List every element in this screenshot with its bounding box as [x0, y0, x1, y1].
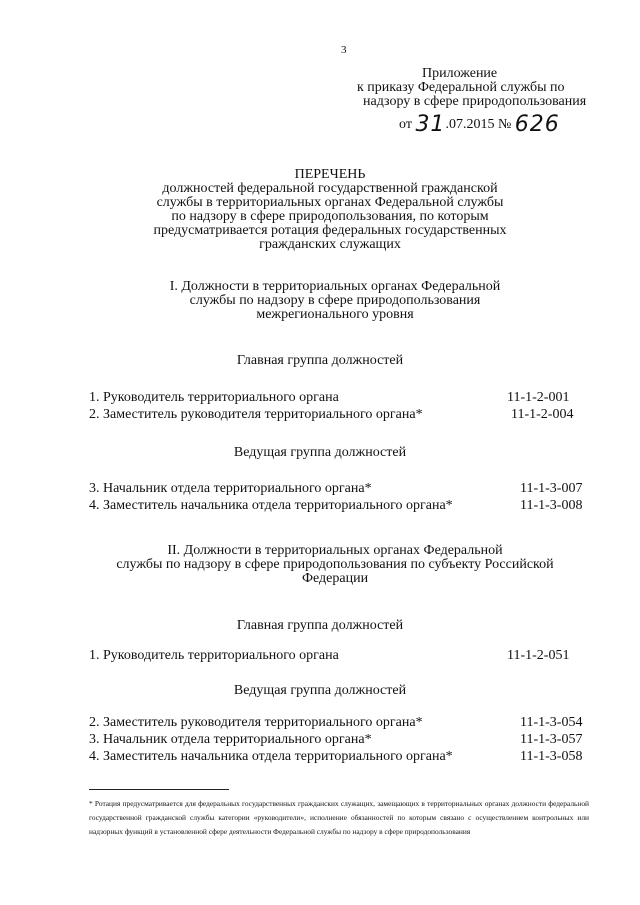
- position-name: 2. Заместитель руководителя территориального органа*: [89, 407, 423, 422]
- list-description-line: должностей федеральной государственной гражданской: [162, 181, 498, 196]
- section-title-line: службы по надзору в сфере природопользования: [189, 293, 481, 308]
- section-title: [105, 280, 565, 322]
- position-row: [89, 407, 589, 423]
- position-row: [89, 715, 589, 731]
- list-description-line: по надзору в сфере природопользования, по которым: [171, 209, 489, 224]
- page-number: 3: [341, 44, 347, 56]
- position-name: 3. Начальник отдела территориального органа*: [89, 732, 372, 747]
- position-name: 4. Заместитель начальника отдела территориального органа*: [89, 498, 453, 513]
- order-reference: [399, 112, 560, 137]
- position-row: [89, 648, 589, 664]
- footnote: * Ротация предусматривается для федеральных государственных гражданских служащих, замещающих в территориальных органах должности федеральной государственной гражданской службы категории «руководители», исполнение обязанностей по которым связано с осуществлением контрольных или надзорных функций в установленной сфере деятельности Федеральной службы по надзору в сфере природопользования: [89, 799, 589, 836]
- section-title-line: II. Должности в территориальных органах Федеральной: [167, 543, 503, 558]
- appendix-title: Приложение: [422, 66, 498, 81]
- position-row: [89, 498, 589, 514]
- position-name: 1. Руководитель территориального органа: [89, 648, 339, 663]
- order-date: .07.2015 №: [445, 117, 512, 132]
- section-title-line: I. Должности в территориальных органах Федеральной: [169, 279, 501, 294]
- group-heading: Главная группа должностей: [236, 618, 404, 633]
- position-name: 2. Заместитель руководителя территориального органа*: [89, 715, 423, 730]
- position-row: [89, 749, 589, 765]
- position-row: [89, 390, 589, 406]
- section-title: [105, 544, 565, 586]
- list-description: [120, 182, 540, 252]
- position-code: 11-1-2-004: [511, 407, 574, 422]
- section-title-line: службы по надзору в сфере природопользования по субъекту Российской: [116, 557, 554, 572]
- list-title: [120, 168, 540, 182]
- list-description-line: службы в территориальных органах Федеральной службы: [156, 195, 504, 210]
- group-heading: Главная группа должностей: [236, 353, 404, 368]
- list-description-line: предусматривается ротация федеральных государственных: [153, 223, 507, 238]
- section-title-line: Федерации: [301, 571, 369, 586]
- list-heading: ПЕРЕЧЕНЬ: [294, 167, 366, 182]
- position-code: 11-1-3-057: [520, 732, 583, 747]
- position-code: 11-1-3-008: [520, 498, 583, 513]
- group-heading: Ведущая группа должностей: [233, 445, 407, 460]
- list-description-line: гражданских служащих: [259, 237, 401, 252]
- section-title-line: межрегионального уровня: [256, 307, 414, 322]
- position-code: 11-1-2-051: [507, 648, 570, 663]
- order-day-handwritten: 31: [415, 112, 446, 137]
- group-heading: Ведущая группа должностей: [233, 683, 407, 698]
- position-row: [89, 732, 589, 748]
- position-name: 4. Заместитель начальника отдела территориального органа*: [89, 749, 453, 764]
- order-number-handwritten: 626: [514, 112, 560, 137]
- appendix-subtitle-line: к приказу Федеральной службы по: [357, 80, 565, 95]
- position-code: 11-1-3-058: [520, 749, 583, 764]
- position-name: 1. Руководитель территориального органа: [89, 390, 339, 405]
- footnote-divider: [89, 789, 229, 790]
- position-name: 3. Начальник отдела территориального органа*: [89, 481, 372, 496]
- position-code: 11-1-3-007: [520, 481, 583, 496]
- appendix-subtitle-line: надзору в сфере природопользования: [363, 94, 587, 109]
- position-code: 11-1-2-001: [507, 390, 570, 405]
- position-row: [89, 481, 589, 497]
- order-prefix: от: [399, 117, 412, 132]
- position-code: 11-1-3-054: [520, 715, 583, 730]
